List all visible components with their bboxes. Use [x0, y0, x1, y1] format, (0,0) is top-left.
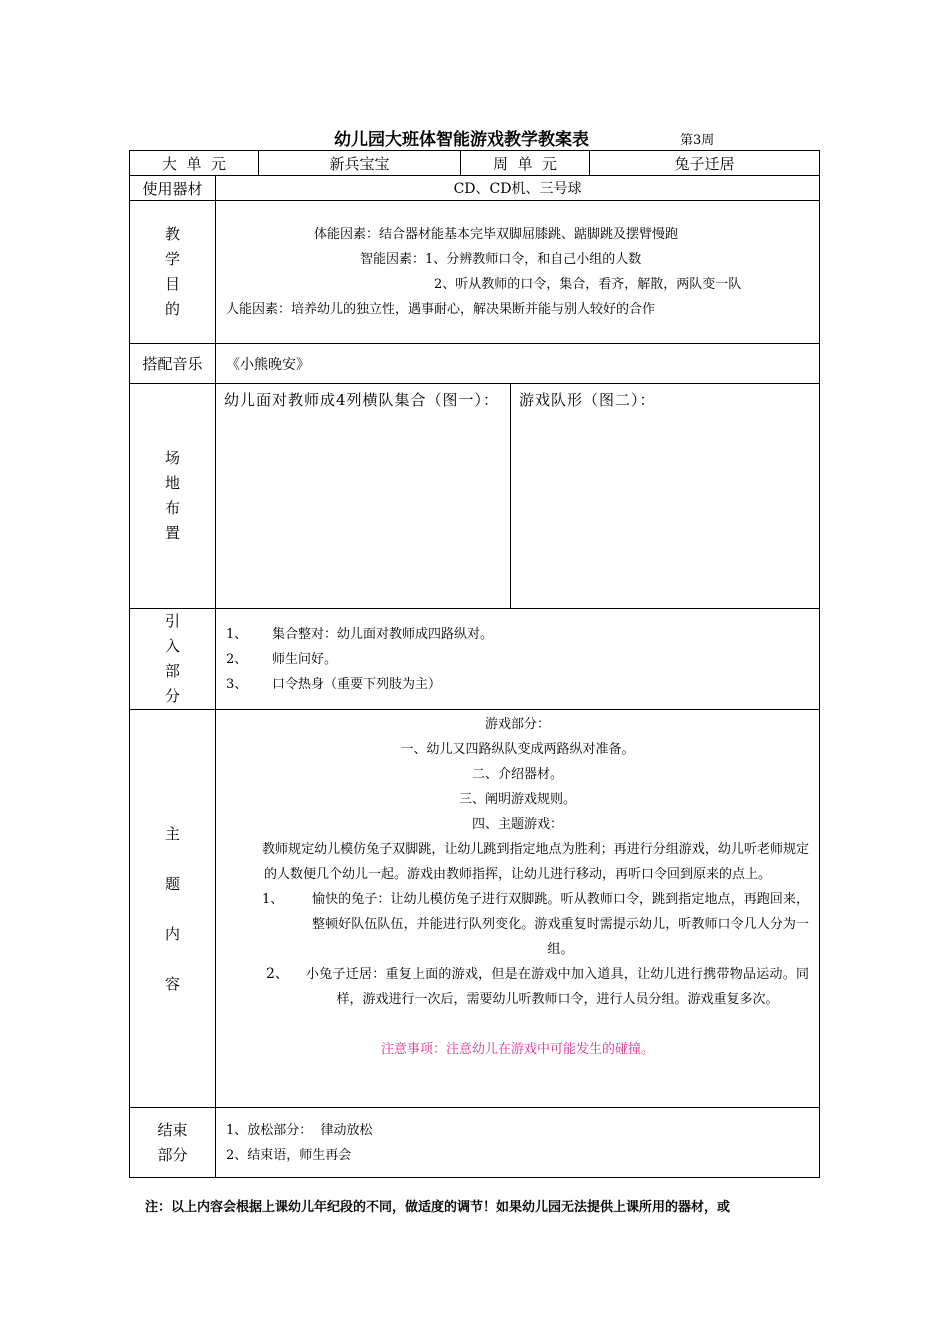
ending-content — [216, 1108, 820, 1178]
theme-game-1: 1、 愉快的兔子：让幼儿模仿兔子进行双脚跳。听从教师口令，跳到指定地点，再跑回来，整顿好队伍队伍，并能进行队列变化。游戏重复时需提示幼儿，听教师口令几人分为一组。 — [262, 892, 810, 957]
goals-row — [130, 201, 820, 344]
theme-heading: 游戏部分： — [485, 717, 551, 732]
goal-personality: 人能因素：培养幼儿的独立性，遇事耐心，解决果断并能与别人较好的合作 — [226, 302, 656, 317]
site-right-text: 游戏队形（图二）： — [519, 391, 656, 409]
site-left-cell — [216, 384, 511, 609]
big-unit-label: 大 单 元 — [130, 151, 259, 176]
goal-intelligence: 智能因素：1、分辨教师口令，和自己小组的人数 — [360, 252, 642, 267]
theme-row — [130, 710, 820, 1108]
music-label: 搭配音乐 — [130, 344, 216, 384]
site-label: 场 地 布 置 — [130, 384, 216, 609]
theme-label: 主 题 内 容 — [130, 710, 216, 1108]
equipment-row — [130, 176, 820, 201]
equipment-value: CD、CD机、三号球 — [216, 176, 820, 201]
theme-paragraph: 教师规定幼儿模仿兔子双脚跳，让幼儿跳到指定地点为胜利；再进行分组游戏，幼儿听老师规定的人数便几个幼儿一起。游戏由教师指挥，让幼儿进行移动，再听口令回到原来的点上。 — [262, 842, 810, 882]
theme-step-3: 三、阐明游戏规则。 — [459, 792, 577, 807]
intro-content — [216, 609, 820, 710]
big-unit-value: 新兵宝宝 — [259, 151, 461, 176]
week-number: 第3周 — [680, 133, 715, 148]
theme-step-2: 二、介绍器材。 — [472, 767, 564, 782]
site-right-cell — [511, 384, 820, 609]
theme-step-1: 一、幼儿又四路纵队变成两路纵对准备。 — [400, 742, 635, 757]
goals-content — [216, 201, 820, 344]
lesson-plan-table — [129, 150, 820, 1178]
ending-row — [130, 1108, 820, 1178]
ending-item-1: 1、放松部分： 律动放松 — [226, 1122, 373, 1138]
ending-label: 结束 部分 — [130, 1108, 216, 1178]
equipment-label: 使用器材 — [130, 176, 216, 201]
week-unit-label: 周 单 元 — [461, 151, 590, 176]
intro-item: 3、 口令热身（重要下列肢为主） — [226, 676, 442, 692]
goal-physical: 体能因素：结合器材能基本完毕双脚屈膝跳、踮脚跳及摆臂慢跑 — [314, 227, 679, 242]
page-title: 幼儿园大班体智能游戏教学教案表 — [334, 130, 589, 150]
ending-item-2: 2、结束语，师生再会 — [226, 1147, 352, 1163]
intro-row — [130, 609, 820, 710]
site-left-text: 幼儿面对教师成4列横队集合（图一）： — [224, 391, 500, 409]
goal-intelligence-2: 2、听从教师的口令，集合，看齐，解散，两队变一队 — [434, 277, 742, 292]
intro-item: 2、 师生问好。 — [226, 651, 338, 667]
theme-step-4: 四、主题游戏： — [472, 817, 564, 832]
week-unit-value: 兔子迁居 — [590, 151, 820, 176]
header-row — [130, 151, 820, 176]
theme-caution-note: 注意事项：注意幼儿在游戏中可能发生的碰撞。 — [381, 1042, 655, 1057]
footer-note: 注：以上内容会根据上课幼儿年纪段的不同，做适度的调节！如果幼儿园无法提供上课所用的器材，或 — [145, 1200, 731, 1215]
goals-label: 教 学 目 的 — [130, 201, 216, 344]
theme-game-2: 2、 小兔子迁居：重复上面的游戏，但是在游戏中加入道具，让幼儿进行携带物品运动。同样，游戏进行一次后，需要幼儿听教师口令，进行人员分组。游戏重复多次。 — [266, 966, 810, 1007]
site-row — [130, 384, 820, 609]
intro-label: 引 入 部 分 — [130, 609, 216, 710]
music-value: 《小熊晚安》 — [216, 344, 820, 384]
intro-item: 1、 集合整对：幼儿面对教师成四路纵对。 — [226, 626, 494, 642]
theme-content — [216, 710, 820, 1108]
music-row — [130, 344, 820, 384]
